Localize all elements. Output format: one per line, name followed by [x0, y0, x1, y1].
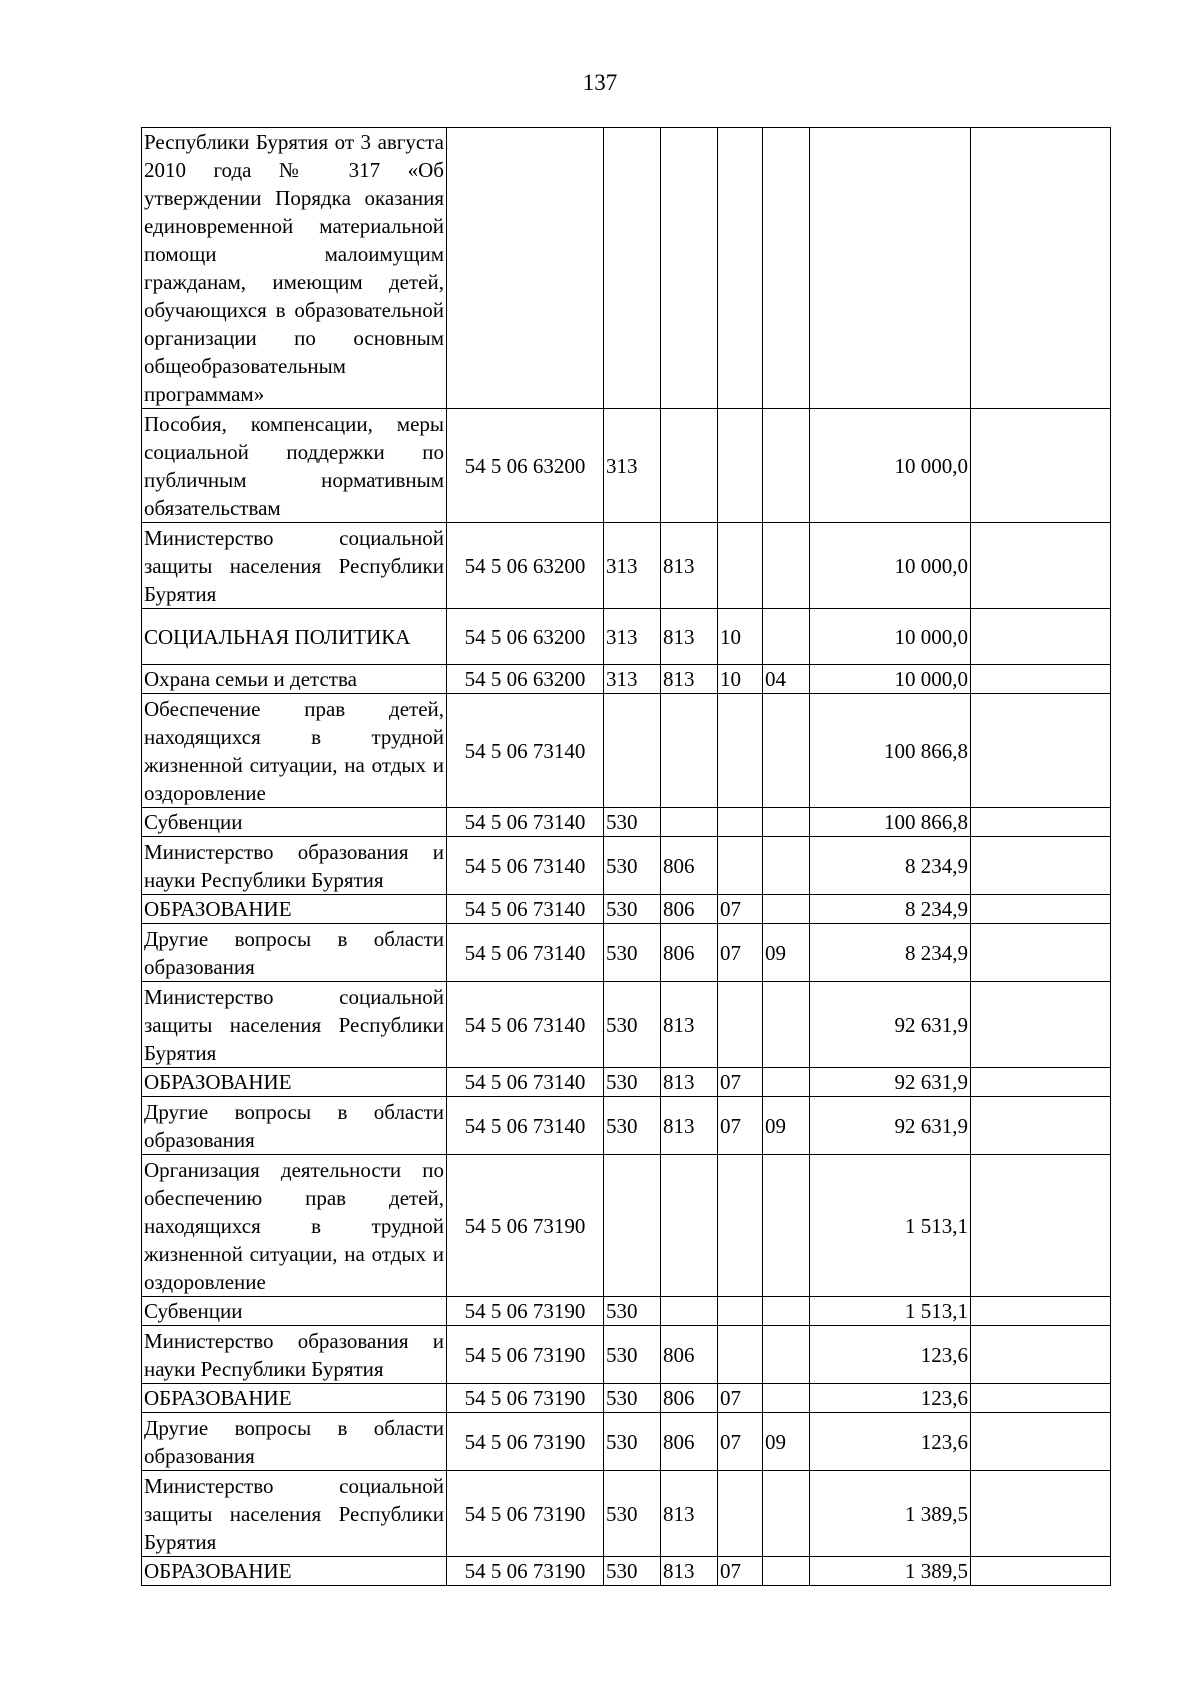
row-vr-cell: 530 [604, 1097, 661, 1155]
table-row [142, 982, 1111, 1068]
row-blank-cell [971, 609, 1111, 665]
row-name-cell: Пособия, компенсации, меры социальной поддержки по публичным нормативным обязательствам [142, 409, 447, 523]
row-sum-cell: 123,6 [810, 1384, 971, 1413]
row-rz-cell [718, 1297, 763, 1326]
table-row [142, 895, 1111, 924]
row-code-cell: 54 5 06 73190 [447, 1471, 604, 1557]
row-blank-cell [971, 982, 1111, 1068]
page-number: 137 [582, 70, 618, 95]
row-ved-cell: 813 [661, 1557, 718, 1586]
row-code-cell: 54 5 06 63200 [447, 523, 604, 609]
row-ved-cell: 806 [661, 1384, 718, 1413]
row-vr-cell [604, 128, 661, 409]
row-pr-cell [763, 409, 810, 523]
table-row [142, 128, 1111, 409]
row-blank-cell [971, 1557, 1111, 1586]
row-rz-cell: 07 [718, 924, 763, 982]
row-rz-cell [718, 837, 763, 895]
row-ved-cell: 806 [661, 1326, 718, 1384]
row-name-cell: Министерство социальной защиты населения Республики Бурятия [142, 523, 447, 609]
row-rz-cell [718, 409, 763, 523]
row-ved-cell [661, 1155, 718, 1297]
row-vr-cell: 313 [604, 409, 661, 523]
row-rz-cell: 07 [718, 1413, 763, 1471]
row-blank-cell [971, 1413, 1111, 1471]
row-ved-cell [661, 409, 718, 523]
row-code-cell: 54 5 06 73190 [447, 1384, 604, 1413]
table-row [142, 924, 1111, 982]
row-name-cell: Республики Бурятия от 3 августа 2010 года № 317 «Об утверждении Порядка оказания единовременной материальной помощи малоимущим гражданам, имеющим детей, обучающихся в образовательной организации по основным общеобразовательным программам» [142, 128, 447, 409]
row-rz-cell [718, 808, 763, 837]
row-blank-cell [971, 128, 1111, 409]
row-vr-cell: 530 [604, 1068, 661, 1097]
table-row [142, 1471, 1111, 1557]
row-vr-cell [604, 1155, 661, 1297]
row-sum-cell: 1 389,5 [810, 1557, 971, 1586]
row-blank-cell [971, 924, 1111, 982]
row-ved-cell [661, 128, 718, 409]
row-name-cell: СОЦИАЛЬНАЯ ПОЛИТИКА [142, 609, 447, 665]
row-sum-cell: 10 000,0 [810, 609, 971, 665]
row-sum-cell: 8 234,9 [810, 837, 971, 895]
row-code-cell: 54 5 06 63200 [447, 409, 604, 523]
row-ved-cell: 813 [661, 609, 718, 665]
row-sum-cell [810, 128, 971, 409]
row-blank-cell [971, 837, 1111, 895]
row-code-cell: 54 5 06 73190 [447, 1155, 604, 1297]
row-blank-cell [971, 1297, 1111, 1326]
row-blank-cell [971, 523, 1111, 609]
row-sum-cell: 8 234,9 [810, 924, 971, 982]
row-pr-cell [763, 128, 810, 409]
row-name-cell: Другие вопросы в области образования [142, 1413, 447, 1471]
row-sum-cell: 10 000,0 [810, 409, 971, 523]
row-code-cell: 54 5 06 63200 [447, 609, 604, 665]
row-sum-cell: 100 866,8 [810, 694, 971, 808]
row-rz-cell: 07 [718, 1068, 763, 1097]
row-sum-cell: 1 513,1 [810, 1155, 971, 1297]
row-ved-cell: 813 [661, 523, 718, 609]
row-vr-cell: 313 [604, 609, 661, 665]
table-row [142, 523, 1111, 609]
row-ved-cell: 813 [661, 1471, 718, 1557]
row-sum-cell: 1 513,1 [810, 1297, 971, 1326]
row-code-cell: 54 5 06 73140 [447, 837, 604, 895]
row-name-cell: Министерство социальной защиты населения Республики Бурятия [142, 1471, 447, 1557]
row-sum-cell: 1 389,5 [810, 1471, 971, 1557]
row-code-cell: 54 5 06 73140 [447, 895, 604, 924]
row-sum-cell: 123,6 [810, 1326, 971, 1384]
row-ved-cell: 813 [661, 665, 718, 694]
row-code-cell: 54 5 06 73190 [447, 1297, 604, 1326]
row-code-cell: 54 5 06 73190 [447, 1326, 604, 1384]
table-row [142, 409, 1111, 523]
row-code-cell: 54 5 06 73140 [447, 1068, 604, 1097]
row-vr-cell: 530 [604, 895, 661, 924]
row-blank-cell [971, 808, 1111, 837]
table-row [142, 1557, 1111, 1586]
row-vr-cell: 530 [604, 1557, 661, 1586]
row-blank-cell [971, 1097, 1111, 1155]
row-vr-cell [604, 694, 661, 808]
row-rz-cell [718, 1471, 763, 1557]
row-blank-cell [971, 1155, 1111, 1297]
table-body [142, 128, 1111, 1586]
row-rz-cell: 10 [718, 665, 763, 694]
table-row [142, 694, 1111, 808]
row-name-cell: Субвенции [142, 808, 447, 837]
row-blank-cell [971, 1384, 1111, 1413]
row-rz-cell: 07 [718, 895, 763, 924]
table-row [142, 1297, 1111, 1326]
row-rz-cell [718, 523, 763, 609]
row-name-cell: Министерство социальной защиты населения Республики Бурятия [142, 982, 447, 1068]
row-blank-cell [971, 1068, 1111, 1097]
row-blank-cell [971, 895, 1111, 924]
row-pr-cell [763, 808, 810, 837]
row-pr-cell [763, 694, 810, 808]
row-name-cell: Другие вопросы в области образования [142, 924, 447, 982]
row-code-cell [447, 128, 604, 409]
row-pr-cell [763, 1297, 810, 1326]
row-name-cell: Субвенции [142, 1297, 447, 1326]
row-pr-cell [763, 895, 810, 924]
row-sum-cell: 10 000,0 [810, 523, 971, 609]
row-pr-cell: 09 [763, 1097, 810, 1155]
row-vr-cell: 530 [604, 1413, 661, 1471]
row-ved-cell: 813 [661, 1068, 718, 1097]
row-pr-cell [763, 1471, 810, 1557]
row-sum-cell: 92 631,9 [810, 1097, 971, 1155]
row-name-cell: ОБРАЗОВАНИЕ [142, 895, 447, 924]
table-row [142, 837, 1111, 895]
row-name-cell: Министерство образования и науки Республики Бурятия [142, 837, 447, 895]
table-row [142, 609, 1111, 665]
table-row [142, 1384, 1111, 1413]
row-pr-cell [763, 1326, 810, 1384]
row-ved-cell: 806 [661, 895, 718, 924]
row-name-cell: Министерство образования и науки Республики Бурятия [142, 1326, 447, 1384]
row-name-cell: ОБРАЗОВАНИЕ [142, 1384, 447, 1413]
row-name-cell: Другие вопросы в области образования [142, 1097, 447, 1155]
row-code-cell: 54 5 06 73190 [447, 1557, 604, 1586]
row-ved-cell [661, 1297, 718, 1326]
row-vr-cell: 530 [604, 982, 661, 1068]
row-ved-cell: 813 [661, 982, 718, 1068]
row-pr-cell [763, 1384, 810, 1413]
row-blank-cell [971, 1471, 1111, 1557]
row-rz-cell [718, 694, 763, 808]
row-pr-cell: 09 [763, 1413, 810, 1471]
table-row [142, 1326, 1111, 1384]
row-ved-cell: 806 [661, 1413, 718, 1471]
row-name-cell: ОБРАЗОВАНИЕ [142, 1068, 447, 1097]
row-sum-cell: 100 866,8 [810, 808, 971, 837]
row-rz-cell: 07 [718, 1384, 763, 1413]
row-rz-cell [718, 1326, 763, 1384]
row-code-cell: 54 5 06 73190 [447, 1413, 604, 1471]
row-pr-cell: 09 [763, 924, 810, 982]
row-blank-cell [971, 1326, 1111, 1384]
row-rz-cell [718, 128, 763, 409]
budget-table [141, 127, 1111, 1586]
row-rz-cell [718, 982, 763, 1068]
row-rz-cell: 07 [718, 1097, 763, 1155]
row-ved-cell: 806 [661, 837, 718, 895]
row-name-cell: Организация деятельности по обеспечению прав детей, находящихся в трудной жизненной ситуации, на отдых и оздоровление [142, 1155, 447, 1297]
row-code-cell: 54 5 06 73140 [447, 982, 604, 1068]
row-name-cell: Обеспечение прав детей, находящихся в трудной жизненной ситуации, на отдых и оздоровление [142, 694, 447, 808]
row-vr-cell: 530 [604, 1297, 661, 1326]
row-blank-cell [971, 665, 1111, 694]
row-rz-cell [718, 1155, 763, 1297]
row-code-cell: 54 5 06 63200 [447, 665, 604, 694]
row-blank-cell [971, 694, 1111, 808]
row-vr-cell: 530 [604, 924, 661, 982]
row-vr-cell: 530 [604, 808, 661, 837]
row-sum-cell: 92 631,9 [810, 982, 971, 1068]
row-pr-cell [763, 1557, 810, 1586]
row-pr-cell [763, 1068, 810, 1097]
row-vr-cell: 530 [604, 1471, 661, 1557]
row-pr-cell [763, 837, 810, 895]
row-vr-cell: 530 [604, 1384, 661, 1413]
row-vr-cell: 313 [604, 665, 661, 694]
table-row [142, 665, 1111, 694]
row-ved-cell [661, 694, 718, 808]
row-ved-cell: 806 [661, 924, 718, 982]
row-blank-cell [971, 409, 1111, 523]
row-sum-cell: 92 631,9 [810, 1068, 971, 1097]
row-pr-cell: 04 [763, 665, 810, 694]
table-row [142, 1068, 1111, 1097]
row-sum-cell: 10 000,0 [810, 665, 971, 694]
row-sum-cell: 8 234,9 [810, 895, 971, 924]
row-code-cell: 54 5 06 73140 [447, 808, 604, 837]
row-pr-cell [763, 982, 810, 1068]
row-code-cell: 54 5 06 73140 [447, 694, 604, 808]
row-vr-cell: 530 [604, 1326, 661, 1384]
row-pr-cell [763, 1155, 810, 1297]
row-pr-cell [763, 523, 810, 609]
table-row [142, 1413, 1111, 1471]
row-code-cell: 54 5 06 73140 [447, 1097, 604, 1155]
row-vr-cell: 313 [604, 523, 661, 609]
row-code-cell: 54 5 06 73140 [447, 924, 604, 982]
row-ved-cell: 813 [661, 1097, 718, 1155]
row-vr-cell: 530 [604, 837, 661, 895]
table-row [142, 1155, 1111, 1297]
table-row [142, 1097, 1111, 1155]
row-name-cell: ОБРАЗОВАНИЕ [142, 1557, 447, 1586]
row-rz-cell: 10 [718, 609, 763, 665]
row-ved-cell [661, 808, 718, 837]
row-pr-cell [763, 609, 810, 665]
table-row [142, 808, 1111, 837]
row-sum-cell: 123,6 [810, 1413, 971, 1471]
row-rz-cell: 07 [718, 1557, 763, 1586]
row-name-cell: Охрана семьи и детства [142, 665, 447, 694]
